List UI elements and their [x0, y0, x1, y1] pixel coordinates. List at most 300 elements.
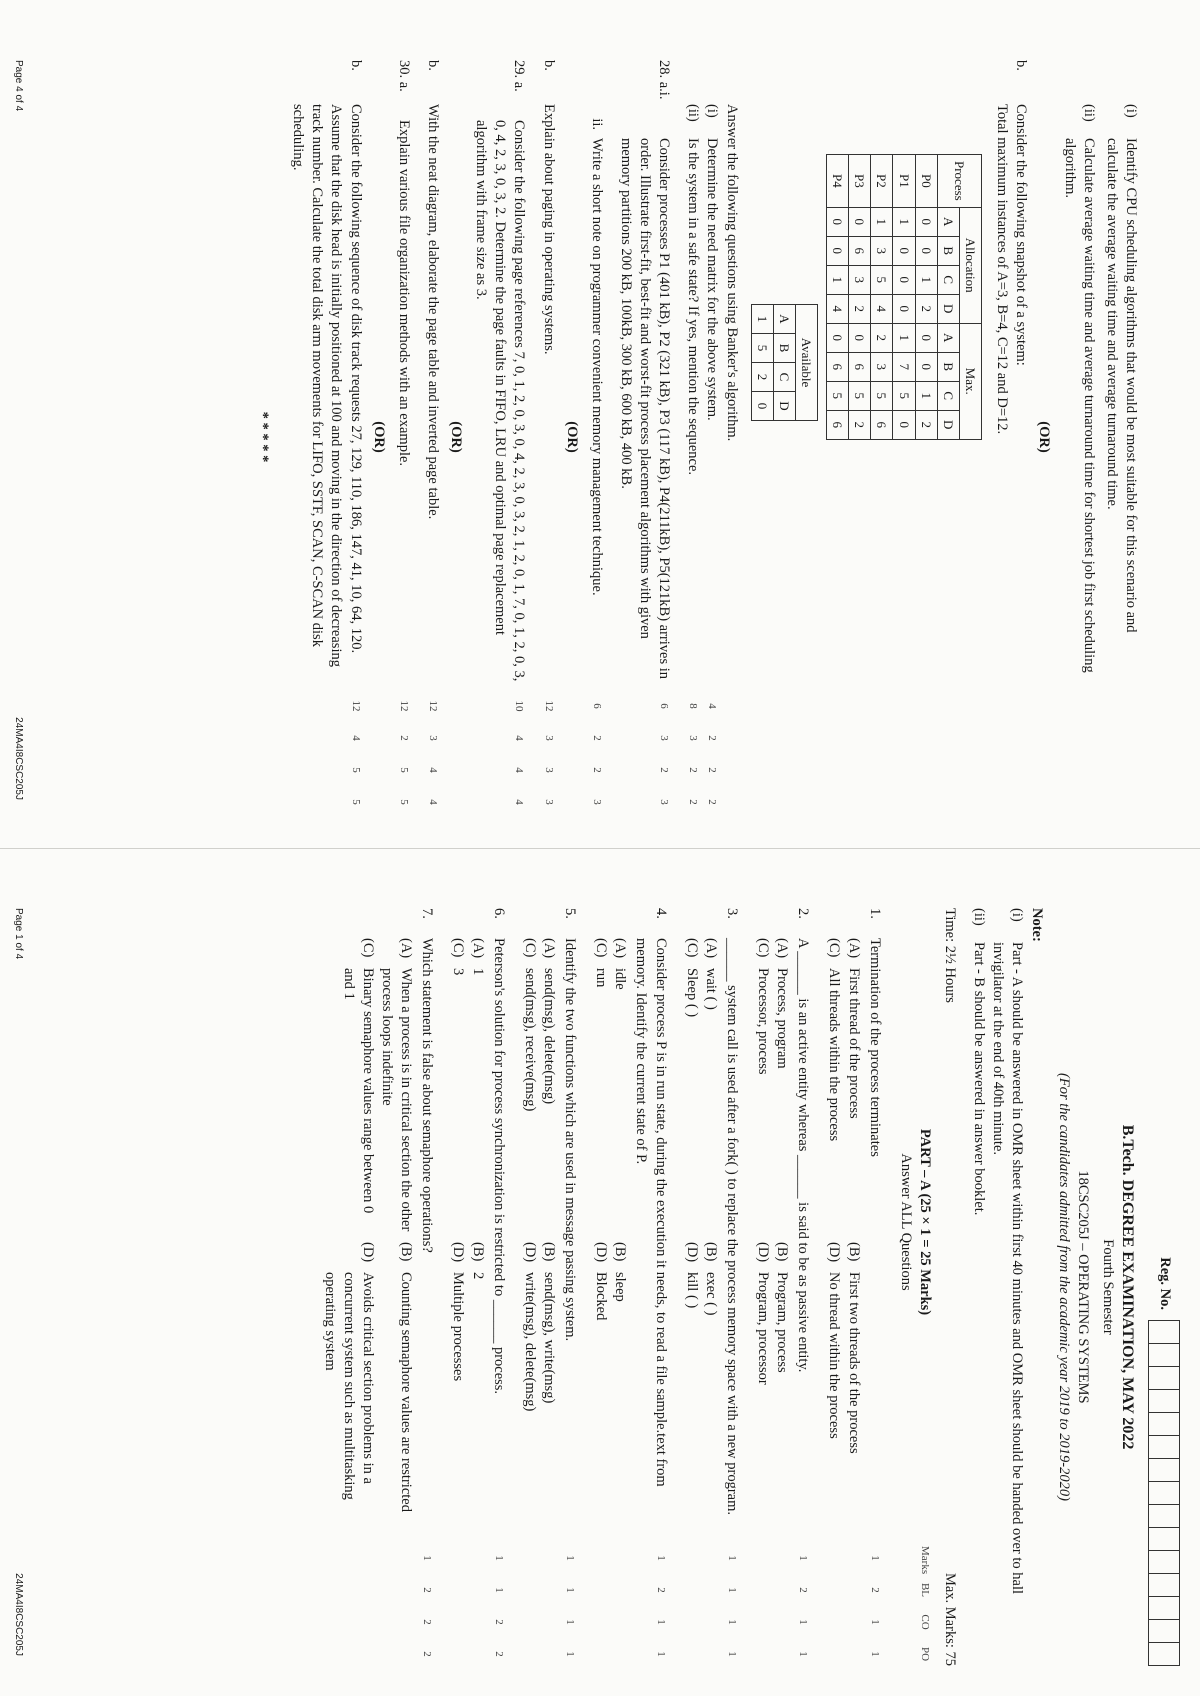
- mark-value: 2: [797, 1587, 810, 1593]
- question-body: [682, 938, 741, 1546]
- table-row: [827, 155, 849, 440]
- question-number: 1.: [866, 908, 883, 919]
- paper-code: 24MA4I8CSC205J: [13, 1573, 25, 1656]
- option-text: kill ( ): [683, 1272, 700, 1309]
- table-cell: 6: [849, 236, 871, 265]
- course-title: 18CSC205J – OPERATING SYSTEMS: [1074, 1170, 1091, 1404]
- part-a-header: [896, 908, 934, 1666]
- question-number: 4.: [652, 908, 669, 919]
- q29a: 29. a. Consider the following page references 7, 0, 1, 2, 0, 3, 0, 4, 2, 3, 0, 3, 2, 1, 2, 0, 1, 7, 0, 1, 2, 0, 3, 0, 4, 2, 3, 0, 3, 2. Determine the page faults in FIFO, LRU and optimal page replacement algorithm with frame size as 3. 10 4 4 4: [471, 60, 528, 814]
- table-cell: 3: [871, 236, 893, 265]
- option-d: [520, 1242, 539, 1536]
- options: [753, 938, 791, 1536]
- mark-value: 5: [349, 799, 362, 805]
- option-d: [824, 1242, 843, 1536]
- mark-value: 1: [492, 1587, 505, 1593]
- mark-value: 1: [564, 1651, 577, 1657]
- option-a: [701, 938, 720, 1232]
- table-header: A: [937, 323, 959, 352]
- reg-no-label: Reg. No.: [1156, 1257, 1173, 1310]
- option-letter: (A): [845, 938, 862, 959]
- table-cell: 0: [827, 207, 849, 236]
- mark-value: 10: [513, 700, 526, 712]
- option-text: Avoids critical section problems in a concurrent system such as multitasking operating system: [321, 1272, 376, 1500]
- option-text: First thread of the process: [845, 968, 862, 1119]
- question-text: Consider processes P1 (401 kB), P2 (321 kB), P3 (117 kB), P4(211kB), P5(121kB) arrives in order. Illustrate first-fit, best-fit and worst-fit process placement algorithms with given memory partitions 200 kB, 100kB, 300 kB, 600 kB, 400 kB.: [617, 138, 673, 680]
- table-header: A: [773, 305, 795, 334]
- question-text: Total maximum instances of A=3, B=4, C=12 and D=12.: [994, 104, 1011, 435]
- mark-value: 2: [421, 1587, 434, 1593]
- mark-value: 2: [706, 767, 719, 773]
- table-cell: 5: [893, 381, 915, 410]
- mark-value: 1: [868, 1651, 881, 1657]
- marks-cells: [705, 694, 722, 814]
- option-letter: (B): [845, 1242, 862, 1262]
- question-text: Peterson's solution for process synchronization is restricted to ______ process.: [490, 938, 507, 1395]
- option-letter: (A): [774, 938, 791, 959]
- q27a-ii: (ii) Calculate average waiting time and average turnaround time for shortest job first scheduling algorithm.: [1060, 60, 1098, 814]
- option-text: write(msg), delete(msg): [521, 1272, 538, 1412]
- mark-value: 2: [397, 735, 410, 741]
- option-text: Sleep ( ): [683, 968, 700, 1018]
- question-number: 6.: [490, 908, 507, 919]
- page-number: Page 1 of 4: [13, 908, 25, 960]
- mark-value: 12: [542, 700, 555, 712]
- table-cell: 6: [849, 352, 871, 381]
- option-letter: (C): [755, 938, 772, 958]
- table-header: D: [937, 410, 959, 439]
- marks-cells: [867, 1546, 884, 1666]
- table-cell: 1: [751, 305, 773, 334]
- option-text: send(msg), receive(msg): [521, 968, 538, 1112]
- snapshot-table: [826, 154, 982, 440]
- mark-value: 2: [706, 799, 719, 805]
- mark-value: 5: [397, 799, 410, 805]
- mark-value: 2: [687, 767, 700, 773]
- mark-value: 1: [564, 1619, 577, 1625]
- option-letter: (B): [702, 1242, 719, 1262]
- option-text: send(msg), delete(msg): [540, 968, 557, 1105]
- mark-value: 4: [513, 767, 526, 773]
- option-letter: (A): [398, 938, 415, 959]
- option-text: Program, process: [774, 1272, 791, 1373]
- note-i: (i) Part - A should be answered in OMR sheet within first 40 minutes and OMR sheet should be handed over to hall invigilator at the end of 40th minute.: [988, 908, 1026, 1666]
- marks-cells: [425, 694, 442, 814]
- option-a: [610, 938, 629, 1232]
- mark-value: 2: [658, 767, 671, 773]
- question-body: [824, 938, 883, 1546]
- question-text: Consider the following snapshot of a system:: [1013, 104, 1030, 366]
- table-cell: 0: [915, 323, 937, 352]
- semester: Fourth Semester: [1099, 1239, 1116, 1335]
- mark-value: 3: [542, 767, 555, 773]
- table-cell: 0: [849, 207, 871, 236]
- option-letter: (D): [683, 1242, 700, 1263]
- option-b: [467, 1242, 486, 1536]
- mark-value: 1: [564, 1587, 577, 1593]
- option-letter: (B): [540, 1242, 557, 1262]
- mark-value: 2: [421, 1619, 434, 1625]
- option-text: Blocked: [593, 1272, 610, 1321]
- mcq-question: [824, 908, 883, 1666]
- mark-value: 2: [706, 735, 719, 741]
- mark-value: 4: [513, 799, 526, 805]
- mark-value: 1: [868, 1555, 881, 1561]
- table-cell: 1: [915, 381, 937, 410]
- mark-value: 12: [349, 700, 362, 712]
- option-text: wait ( ): [702, 968, 719, 1010]
- table-header: Available: [795, 305, 817, 421]
- marks-header-cell: BL: [918, 1582, 931, 1598]
- marks-cells: [491, 1546, 508, 1666]
- option-c: [824, 938, 843, 1232]
- table-cell: 4: [871, 294, 893, 323]
- table-row: [893, 155, 915, 440]
- marks-cells: [512, 694, 529, 814]
- option-c: [320, 938, 377, 1232]
- option-letter: (D): [755, 1242, 772, 1263]
- table-cell: 2: [849, 410, 871, 439]
- question-body: [753, 938, 812, 1546]
- table-cell: 2: [915, 294, 937, 323]
- marks-cells: [420, 1546, 437, 1666]
- option-letter: (B): [774, 1242, 791, 1262]
- table-cell: 0: [893, 236, 915, 265]
- marks-cells: [589, 694, 606, 814]
- mark-value: 4: [706, 703, 719, 709]
- marks-cells: [796, 1546, 813, 1666]
- mark-value: 5: [397, 767, 410, 773]
- option-a: [539, 938, 558, 1232]
- time-allowed: Time: 2½ Hours: [942, 908, 959, 1003]
- mark-value: 12: [397, 700, 410, 712]
- question-text: Which statement is false about semaphore operations?: [419, 938, 436, 1253]
- table-cell: 0: [849, 323, 871, 352]
- option-text: Multiple processes: [450, 1272, 467, 1382]
- mark-value: 12: [426, 700, 439, 712]
- option-d: [448, 1242, 467, 1536]
- table-header: Allocation: [959, 207, 981, 323]
- table-cell: 0: [915, 352, 937, 381]
- reg-no-box: [1148, 908, 1180, 1666]
- mark-value: 8: [687, 703, 700, 709]
- q27b-i: (i) Determine the need matrix for the above system. 4 2 2 2: [702, 60, 721, 814]
- option-b: [539, 1242, 558, 1536]
- question-number: 5.: [562, 908, 579, 919]
- marks-cells: [563, 1546, 580, 1666]
- mark-value: 1: [725, 1555, 738, 1561]
- option-text: Processor, process: [755, 968, 772, 1075]
- marks-header: [917, 1546, 934, 1666]
- mark-value: 1: [725, 1619, 738, 1625]
- page-1: [0, 858, 1200, 1696]
- table-cell: 1: [871, 207, 893, 236]
- mark-value: 6: [590, 703, 603, 709]
- table-cell: 0: [751, 392, 773, 421]
- process-cell: P1: [893, 155, 915, 208]
- table-header: C: [937, 265, 959, 294]
- table-cell: 2: [871, 323, 893, 352]
- table-cell: 1: [915, 265, 937, 294]
- option-text: 1: [469, 968, 486, 976]
- mark-value: 2: [421, 1651, 434, 1657]
- table-cell: 6: [827, 352, 849, 381]
- option-d: [753, 1242, 772, 1536]
- option-letter: (D): [593, 1242, 610, 1263]
- option-a: [772, 938, 791, 1232]
- mark-value: 1: [797, 1555, 810, 1561]
- option-text: send(msg), write(msg): [540, 1272, 557, 1404]
- mark-value: 3: [658, 799, 671, 805]
- question-text: Identify CPU scheduling algorithms that would be most suitable for this scenario and calculate the average waiting time and average turnaround time.: [1103, 138, 1139, 633]
- option-c: [448, 938, 467, 1232]
- q27a-i: (i) Identify CPU scheduling algorithms that would be most suitable for this scenario and calculate the average waiting time and average turnaround time.: [1102, 60, 1140, 814]
- or-separator: (OR): [448, 421, 465, 453]
- option-text: Binary semaphore values range between 0 and 1: [340, 968, 376, 1214]
- option-text: First two threads of the process: [845, 1272, 862, 1454]
- table-cell: 6: [827, 410, 849, 439]
- table-header: A: [937, 207, 959, 236]
- mark-value: 1: [654, 1619, 667, 1625]
- mark-value: 2: [492, 1651, 505, 1657]
- option-text: Counting semaphore values are restricted: [398, 1272, 415, 1512]
- question-text: ______ system call is used after a fork( ) to replace the process memory space with a new program.: [723, 938, 740, 1515]
- question-text: Is the system in a safe state? If yes, mention the sequence.: [685, 138, 702, 476]
- table-cell: 5: [871, 381, 893, 410]
- mark-value: 2: [654, 1587, 667, 1593]
- table-header: Max.: [959, 323, 981, 439]
- mcq-question: [753, 908, 812, 1666]
- marks-cells: [653, 1546, 670, 1666]
- mark-value: 4: [426, 799, 439, 805]
- option-letter: (A): [469, 938, 486, 959]
- option-c: [682, 938, 701, 1232]
- options: [824, 938, 862, 1536]
- mark-value: 3: [590, 799, 603, 805]
- or-separator: (OR): [370, 421, 387, 453]
- mark-value: 1: [654, 1651, 667, 1657]
- mcq-question: [448, 908, 507, 1666]
- time-marks-row: [940, 908, 959, 1666]
- table-cell: 1: [893, 207, 915, 236]
- table-header: B: [773, 334, 795, 363]
- option-b: [610, 1242, 629, 1536]
- question-text: Answer the following questions using Banker's algorithm.: [723, 104, 740, 442]
- q28a-i: 28. a.i. Consider processes P1 (401 kB), P2 (321 kB), P3 (117 kB), P4(211kB), P5(121kB) arrives in order. Illustrate first-fit, best-fit and worst-fit process placement algorithms with given memory partitions 200 kB, 100kB, 300 kB, 600 kB, 400 kB. 6 3 2 3: [616, 60, 673, 814]
- option-letter: (B): [398, 1242, 415, 1262]
- option-a: [467, 938, 486, 1232]
- table-cell: 2: [751, 363, 773, 392]
- option-letter: (C): [450, 938, 467, 958]
- question-text: Termination of the process terminates: [866, 938, 883, 1157]
- question-text: With the neat diagram, elaborate the page table and inverted page table.: [424, 104, 441, 520]
- marks-cells: [541, 694, 558, 814]
- options: [448, 938, 486, 1536]
- table-cell: 2: [915, 410, 937, 439]
- marks-cells: [348, 694, 365, 814]
- table-cell: 4: [827, 294, 849, 323]
- process-cell: P2: [871, 155, 893, 208]
- options: [682, 938, 720, 1536]
- marks-header-cell: Marks: [918, 1546, 931, 1575]
- option-text: Process, program: [774, 968, 791, 1069]
- end-stars: * * * * *: [255, 411, 272, 463]
- table-header: D: [773, 392, 795, 421]
- option-text: run: [593, 968, 610, 988]
- option-a: [843, 938, 862, 1232]
- question-body: [520, 938, 579, 1546]
- paper-code: 24MA4I8CSC205J: [13, 717, 25, 800]
- options: [591, 938, 629, 1536]
- question-text: Consider the following sequence of disk track requests 27, 129, 110, 186, 147, 41, 10, 64, 120. Assume that the disk head is initially positioned at 100 and moving in the direction of decreasing track number. Calculate the total disk arm movements for LIFO, SSTF, SCAN, C-SCAN disk scheduling.: [290, 104, 364, 667]
- question-body: [320, 938, 437, 1546]
- table-cell: 0: [827, 236, 849, 265]
- q28b: b. Explain about paging in operating systems. 12 3 3 3: [538, 60, 557, 814]
- mark-value: 1: [725, 1651, 738, 1657]
- mark-value: 2: [590, 735, 603, 741]
- option-letter: (C): [683, 938, 700, 958]
- q29b: b. With the neat diagram, elaborate the page table and inverted page table. 12 3 4 4: [423, 60, 442, 814]
- mark-value: 1: [797, 1619, 810, 1625]
- marks-cells: [724, 1546, 741, 1666]
- mark-value: 1: [421, 1555, 434, 1561]
- mark-value: 1: [654, 1555, 667, 1561]
- option-letter: (D): [450, 1242, 467, 1263]
- mark-value: 3: [658, 735, 671, 741]
- option-b: [377, 1242, 415, 1536]
- table-row: [915, 155, 937, 440]
- reg-no-cells: [1148, 1320, 1180, 1666]
- mark-value: 1: [564, 1555, 577, 1561]
- table-header: C: [773, 363, 795, 392]
- process-cell: P0: [915, 155, 937, 208]
- table-header: D: [937, 294, 959, 323]
- marks-cells: [686, 694, 703, 814]
- table-row: [849, 155, 871, 440]
- or-separator: (OR): [1036, 421, 1053, 453]
- mark-value: 1: [797, 1651, 810, 1657]
- option-text: idle: [612, 968, 629, 990]
- part-title: PART – A (25 × 1 = 25 Marks): [916, 1128, 933, 1316]
- option-text: exec ( ): [702, 1272, 719, 1316]
- option-d: [591, 1242, 610, 1536]
- note-text: Part - B should be answered in answer booklet.: [971, 942, 988, 1216]
- mark-value: 4: [349, 735, 362, 741]
- question-text: Identify the two functions which are used in message passing system.: [562, 938, 579, 1342]
- mcq-list: [320, 908, 884, 1666]
- mark-value: 2: [868, 1587, 881, 1593]
- mark-value: 3: [426, 735, 439, 741]
- options: [320, 938, 416, 1536]
- option-text: 2: [469, 1272, 486, 1280]
- q27b: b. Consider the following snapshot of a system: Total maximum instances of A=3, B=4, C=12 and D=12. Process Allocation Max. A B C D A B C D P0 0 0 1 2 0 0 1 2 P1 1 0 0 0 1 7 5 0 P2 1 3 5 4 2 3 5 6 P3 0 6 3 2 0 6 5 2 P4 0 0 1 4 0 6 5 6 Available A B C D 1 5 2 0 Answer the following questions using Banker's algorithm.: [721, 60, 1030, 814]
- question-text: A ______ is an active entity whereas ______ is said to be as passive entity.: [795, 938, 812, 1373]
- max-marks: Max. Marks: 75: [942, 1572, 959, 1666]
- option-c: [753, 938, 772, 1232]
- option-c: [520, 938, 539, 1232]
- option-letter: (C): [593, 938, 610, 958]
- question-text: Determine the need matrix for the above system.: [704, 138, 721, 421]
- table-cell: 0: [893, 294, 915, 323]
- process-cell: P3: [849, 155, 871, 208]
- page-number: Page 4 of 4: [13, 60, 25, 112]
- mcq-question: [682, 908, 741, 1666]
- question-number: 3.: [723, 908, 740, 919]
- table-cell: 7: [893, 352, 915, 381]
- option-letter: (D): [826, 1242, 843, 1263]
- mark-value: 4: [513, 735, 526, 741]
- table-cell: 3: [849, 265, 871, 294]
- option-d: [682, 1242, 701, 1536]
- option-text: sleep: [612, 1272, 629, 1302]
- table-cell: 1: [827, 265, 849, 294]
- option-b: [843, 1242, 862, 1536]
- q27b-ii: (ii) Is the system in a safe state? If yes, mention the sequence. 8 3 2 2: [683, 60, 702, 814]
- mark-value: 2: [590, 767, 603, 773]
- table-header: Process: [937, 155, 981, 208]
- mcq-question: [591, 908, 670, 1666]
- question-body: [591, 938, 670, 1546]
- question-number: 7.: [419, 908, 436, 919]
- mark-value: 5: [349, 767, 362, 773]
- option-text: No thread within the process: [826, 1272, 843, 1439]
- option-text: When a process is in critical section the other process loops indefinite: [379, 968, 415, 1232]
- marks-header-cell: CO: [918, 1614, 931, 1630]
- part-instruction: Answer ALL Questions: [897, 1153, 914, 1291]
- option-c: [591, 938, 610, 1232]
- question-text: Write a short note on programmer convenient memory management technique.: [588, 138, 605, 596]
- question-text: Explain about paging in operating systems.: [540, 104, 557, 355]
- mark-value: 1: [725, 1587, 738, 1593]
- table-cell: 3: [871, 352, 893, 381]
- option-letter: (C): [359, 938, 376, 958]
- marks-cells: [1096, 694, 1098, 814]
- table-cell: 5: [871, 265, 893, 294]
- or-separator: (OR): [563, 421, 580, 453]
- table-cell: 5: [751, 334, 773, 363]
- marks-cells: [657, 694, 674, 814]
- table-cell: 0: [893, 265, 915, 294]
- mark-value: 2: [687, 799, 700, 805]
- option-letter: (B): [612, 1242, 629, 1262]
- option-letter: (A): [612, 938, 629, 959]
- table-cell: 2: [849, 294, 871, 323]
- option-b: [701, 1242, 720, 1536]
- options: [520, 938, 558, 1536]
- question-text: Calculate average waiting time and average turnaround time for shortest job first scheduling algorithm.: [1061, 138, 1097, 673]
- table-header: B: [937, 352, 959, 381]
- table-cell: 0: [915, 236, 937, 265]
- mark-value: 3: [542, 735, 555, 741]
- table-header: B: [937, 236, 959, 265]
- table-cell: 0: [915, 207, 937, 236]
- marks-header-cell: PO: [918, 1646, 931, 1662]
- option-letter: (A): [540, 938, 557, 959]
- option-letter: (C): [826, 938, 843, 958]
- q30b: b. Consider the following sequence of disk track requests 27, 129, 110, 186, 147, 41, 10, 64, 120. Assume that the disk head is initially positioned at 100 and moving in the direction of decreasing track number. Calculate the total disk arm movements for LIFO, SSTF, SCAN, C-SCAN disk scheduling. 12 4 5 5: [288, 60, 365, 814]
- option-a: [377, 938, 415, 1232]
- option-letter: (A): [702, 938, 719, 959]
- table-cell: 6: [871, 410, 893, 439]
- option-letter: (D): [359, 1242, 376, 1263]
- table-header: C: [937, 381, 959, 410]
- mark-value: 3: [687, 735, 700, 741]
- mark-value: 3: [542, 799, 555, 805]
- marks-cells: [396, 694, 413, 814]
- process-cell: P4: [827, 155, 849, 208]
- q30a: 30. a. Explain various file organization methods with an example. 12 2 5 5: [394, 60, 413, 814]
- mark-value: 1: [868, 1619, 881, 1625]
